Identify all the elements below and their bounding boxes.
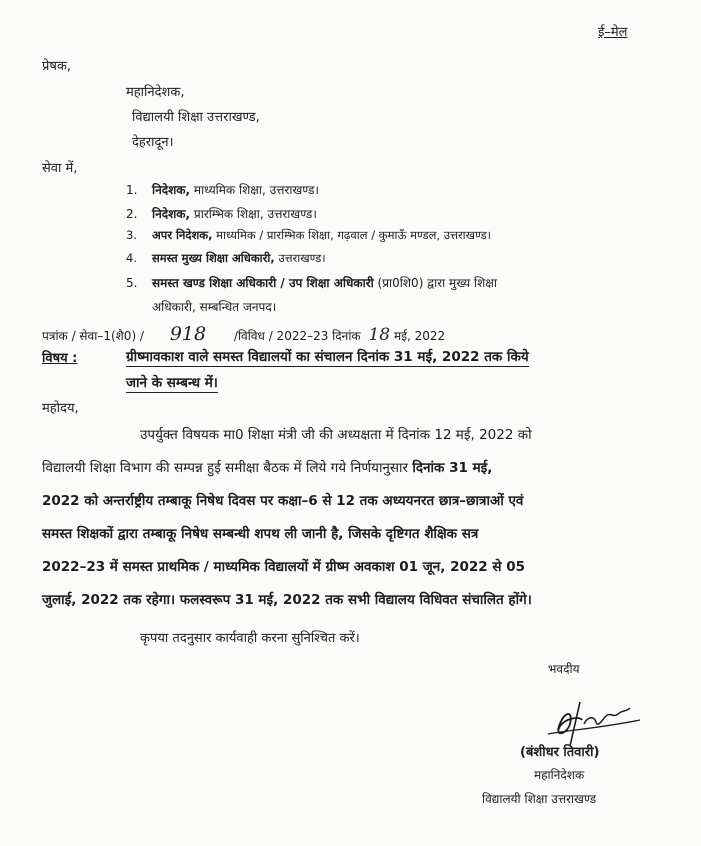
recipient-item — [126, 251, 326, 266]
signature-title: महानिदेशक — [534, 768, 585, 782]
reference-day: 18 — [368, 325, 391, 345]
subject-line2: जाने के सम्बन्ध में। — [126, 375, 218, 391]
sender-line1: महानिदेशक, — [126, 85, 185, 100]
recipient-bold: निदेशक, — [152, 207, 191, 221]
body-line-1: उपर्युक्त विषयक मा0 शिक्षा मंत्री जी की अध्यक्षता में दिनांक 12 मई, 2022 को — [140, 427, 532, 443]
recipient-bold: निदेशक, — [152, 183, 191, 197]
recipient-item — [126, 228, 491, 243]
recipient-bold: समस्त खण्ड शिक्षा अधिकारी / उप शिक्षा अधिकारी — [152, 276, 374, 290]
recipient-item — [126, 181, 319, 198]
body-line-4: समस्त शिक्षकों द्वारा तम्बाकू निषेध सम्बन्धी शपथ ली जानी है, जिसके दृष्टिगत शैक्षिक सत्र — [42, 526, 479, 542]
subject-line1: ग्रीष्मावकाश वाले समस्त विद्यालयों का संचालन दिनांक 31 मई, 2022 तक किये — [126, 349, 529, 365]
recipient-number: 1. — [126, 183, 138, 197]
recipient-bold: समस्त मुख्य शिक्षा अधिकारी, — [152, 251, 275, 265]
recipient-item — [126, 205, 317, 222]
closing-request: कृपया तदनुसार कार्यवाही करना सुनिश्चित करें। — [140, 631, 360, 646]
body-line-6: जुलाई, 2022 तक रहेगा। फलस्वरूप 31 मई, 2022 तक सभी विद्यालय विधिवत संचालित होंगे। — [42, 592, 532, 608]
recipient-rest: उत्तराखण्ड। — [274, 251, 326, 265]
recipient-rest: माध्यमिक / प्रारम्भिक शिक्षा, गढ़वाल / कुमाऊँ मण्डल, उत्तराखण्ड। — [212, 228, 492, 242]
reference-number: 918 — [169, 323, 207, 345]
reference-suffix: मई, 2022 — [393, 329, 446, 343]
recipient-number: 4. — [126, 251, 137, 265]
body-line-3: 2022 को अन्तर्राष्ट्रीय तम्बाकू निषेध दिवस पर कक्षा–6 से 12 तक अध्ययनरत छात्र–छात्राओं एवं — [42, 493, 524, 509]
sender-label: प्रेषक, — [42, 59, 72, 74]
reference-line — [42, 323, 445, 345]
reference-prefix: पत्रांक / सेवा–1(शै0) / — [42, 329, 144, 343]
subject-label: विषय : — [42, 351, 78, 366]
reference-middle: /विविध / 2022–23 दिनांक — [233, 329, 361, 343]
email-label: ई–मेल — [598, 25, 628, 40]
body-line-2-a: विद्यालयी शिक्षा विभाग की सम्पन्न हुई समीक्षा बैठक में लिये गये निर्णयानुसार — [42, 460, 413, 476]
yours-faithfully: भवदीय — [548, 662, 580, 676]
to-label: सेवा में, — [42, 161, 78, 176]
recipient-rest: माध्यमिक शिक्षा, उत्तराखण्ड। — [190, 183, 319, 197]
salutation: महोदय, — [42, 401, 79, 416]
recipient-number: 3. — [126, 228, 137, 242]
recipient-rest: (प्रा0शि0) द्वारा मुख्य शिक्षा — [373, 276, 497, 290]
recipient-number: 5. — [126, 276, 138, 290]
handwritten-signature — [540, 690, 650, 750]
body-line-2-b: दिनांक 31 मई, — [412, 460, 493, 476]
recipient-bold: अपर निदेशक, — [152, 228, 213, 242]
recipient5-continuation: अधिकारी, सम्बन्धित जनपद। — [152, 300, 277, 314]
signature-name: (बंशीधर तिवारी) — [520, 745, 600, 760]
sender-line3: देहरादून। — [132, 135, 174, 150]
subject-text — [126, 344, 678, 396]
recipient-number: 2. — [126, 207, 138, 221]
body-line-2 — [42, 458, 492, 476]
body-line-5: 2022–23 में समस्त प्राथमिक / माध्यमिक विद्यालयों में ग्रीष्म अवकाश 01 जून, 2022 से 05 — [42, 559, 525, 575]
recipient-item — [126, 274, 497, 291]
signature-department: विद्यालयी शिक्षा उत्तराखण्ड — [482, 792, 597, 806]
sender-line2: विद्यालयी शिक्षा उत्तराखण्ड, — [132, 110, 260, 125]
recipient-rest: प्रारम्भिक शिक्षा, उत्तराखण्ड। — [190, 207, 317, 221]
